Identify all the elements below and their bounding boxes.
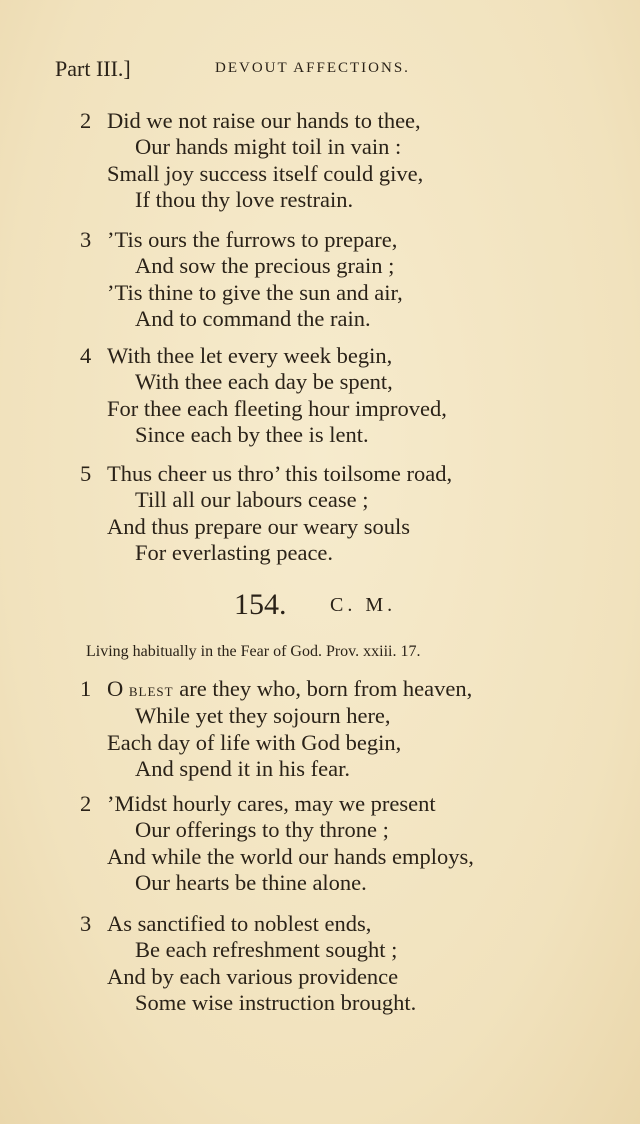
part-label: Part III.] xyxy=(55,56,131,81)
verse-line: As sanctified to noblest ends, xyxy=(107,911,372,936)
stanza-number: 1 xyxy=(80,676,92,701)
verse-line: If thou thy love restrain. xyxy=(135,186,354,212)
stanza xyxy=(80,343,447,448)
stanza xyxy=(80,911,416,1016)
verse-line: Our offerings to thy throne ; xyxy=(135,817,389,843)
stanza-number: 3 xyxy=(80,227,92,252)
verse-line: And by each various providence xyxy=(107,963,399,989)
stanza-number: 3 xyxy=(80,911,92,936)
hymn-number: 154. xyxy=(234,588,287,621)
verse-line: ’Tis ours the furrows to prepare, xyxy=(107,227,398,252)
running-header xyxy=(55,56,455,82)
stanza xyxy=(80,227,403,332)
verse-line: And thus prepare our weary souls xyxy=(107,513,411,539)
hymn-meter: C. M. xyxy=(330,594,397,616)
verse-line: While yet they sojourn here, xyxy=(135,703,391,729)
verse-line: are they who, born from heaven, xyxy=(173,676,473,701)
verse-line: And sow the precious grain ; xyxy=(135,253,395,279)
verse-line: With thee let every week begin, xyxy=(107,343,393,368)
verse-line: ’Tis thine to give the sun and air, xyxy=(107,279,403,305)
verse-line: With thee each day be spent, xyxy=(135,369,393,395)
small-caps-word: blest xyxy=(128,680,174,700)
verse-line: And while the world our hands employs, xyxy=(107,843,474,869)
section-title: DEVOUT AFFECTIONS. xyxy=(215,60,410,76)
verse-line: Be each refreshment sought ; xyxy=(135,937,398,963)
initial-word: O xyxy=(107,676,124,701)
stanza xyxy=(80,108,423,213)
verse-line: Some wise instruction brought. xyxy=(135,989,417,1015)
stanza xyxy=(80,791,474,896)
verse-line: For everlasting peace. xyxy=(135,539,334,565)
verse-line: And to command the rain. xyxy=(135,305,371,331)
verse-line: For thee each fleeting hour improved, xyxy=(107,395,447,421)
stanza xyxy=(80,461,452,566)
hymn-subject: Living habitually in the Fear of God. Prov. xxiii. 17. xyxy=(86,643,421,660)
verse-line: Small joy success itself could give, xyxy=(107,160,424,186)
verse-line: And spend it in his fear. xyxy=(135,755,350,781)
verse-line: Till all our labours cease ; xyxy=(135,487,369,513)
verse-line: Each day of life with God begin, xyxy=(107,729,402,755)
stanza-number: 5 xyxy=(80,461,92,486)
stanza-number: 2 xyxy=(80,791,92,816)
verse-line: Thus cheer us thro’ this toilsome road, xyxy=(107,461,453,486)
verse-line: Did we not raise our hands to thee, xyxy=(107,108,421,133)
verse-line: Our hearts be thine alone. xyxy=(135,869,367,895)
stanza-number: 4 xyxy=(80,343,92,368)
verse-line: Our hands might toil in vain : xyxy=(135,134,402,160)
verse-line: ’Midst hourly cares, may we present xyxy=(107,791,436,816)
stanza-number: 2 xyxy=(80,108,92,133)
stanza xyxy=(80,676,472,782)
verse-line: Since each by thee is lent. xyxy=(135,421,369,447)
